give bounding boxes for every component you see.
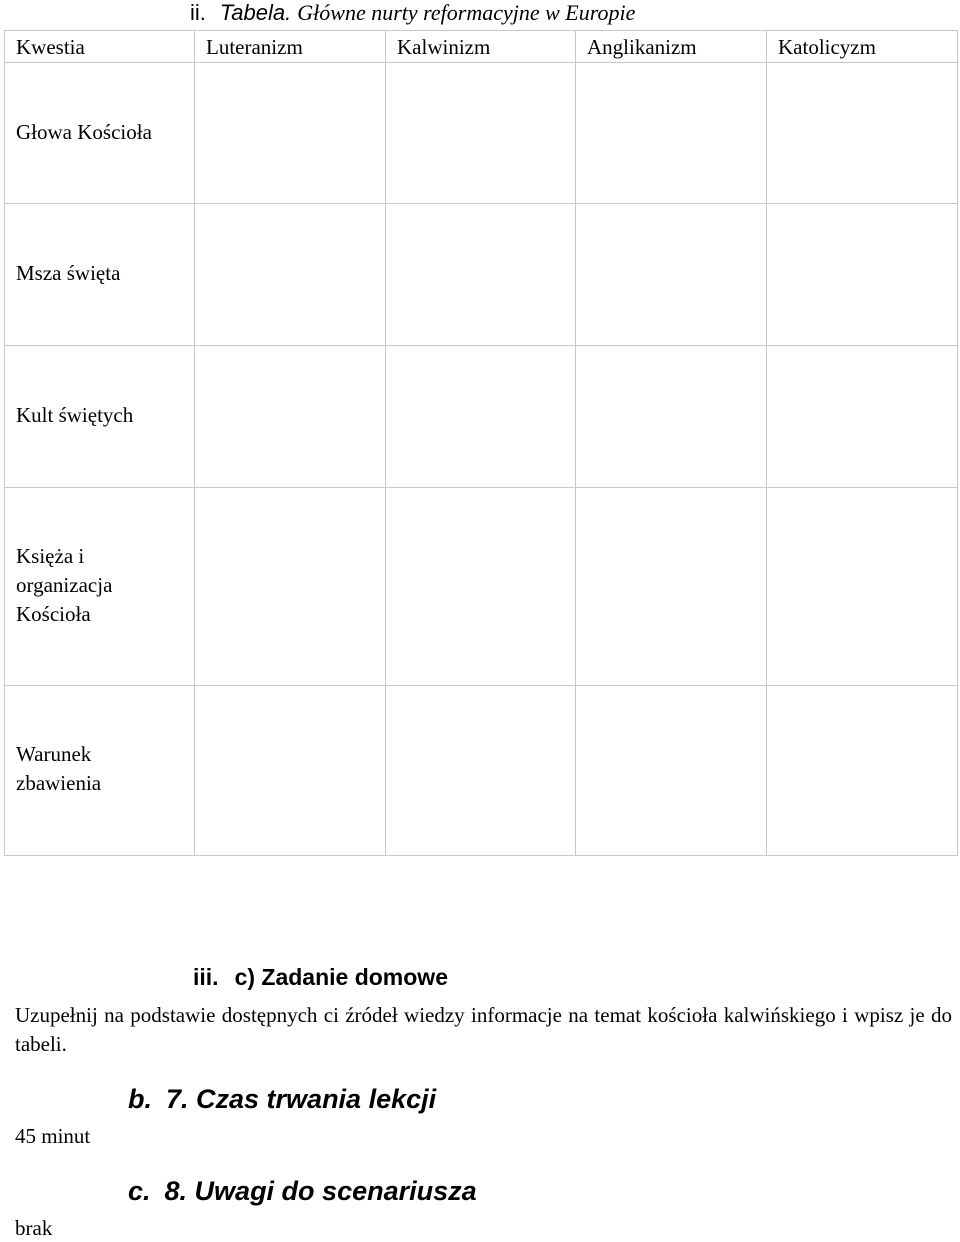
lesson-duration-value: 45 minut xyxy=(15,1124,91,1148)
row-label-cell xyxy=(5,488,195,686)
answer-cell[interactable] xyxy=(576,346,767,488)
answer-cell[interactable] xyxy=(386,686,576,856)
answer-cell[interactable] xyxy=(767,204,958,346)
homework-numbering: iii. xyxy=(193,964,219,990)
table-row xyxy=(5,488,958,686)
row-label: Księża i organizacja Kościoła xyxy=(16,544,113,626)
section-letter: c. xyxy=(128,1176,151,1206)
table-header-row xyxy=(5,31,958,63)
section-letter: b. xyxy=(128,1084,152,1114)
answer-cell[interactable] xyxy=(195,686,386,856)
answer-cell[interactable] xyxy=(767,346,958,488)
table-row xyxy=(5,686,958,856)
row-label: Warunek zbawienia xyxy=(16,742,102,795)
column-header-catholicism xyxy=(767,31,958,63)
column-header-lutheranism xyxy=(195,31,386,63)
table-row xyxy=(5,204,958,346)
answer-cell[interactable] xyxy=(576,488,767,686)
answer-cell[interactable] xyxy=(195,488,386,686)
answer-cell[interactable] xyxy=(576,686,767,856)
scenario-notes-heading xyxy=(128,1175,477,1207)
homework-heading xyxy=(193,962,448,992)
column-header-issue xyxy=(5,31,195,63)
column-header-label: Katolicyzm xyxy=(778,35,876,59)
answer-cell[interactable] xyxy=(576,63,767,204)
column-header-label: Anglikanizm xyxy=(587,35,697,59)
section-title: 7. Czas trwania lekcji xyxy=(166,1084,437,1114)
title-text: Główne nurty reformacyjne w Europie xyxy=(297,0,636,25)
scenario-notes-value: brak xyxy=(15,1216,53,1240)
column-header-label: Kwestia xyxy=(16,35,85,59)
row-label-cell xyxy=(5,346,195,488)
answer-cell[interactable] xyxy=(195,346,386,488)
answer-cell[interactable] xyxy=(767,686,958,856)
row-label-cell xyxy=(5,686,195,856)
row-label: Kult świętych xyxy=(16,403,134,427)
answer-cell[interactable] xyxy=(767,488,958,686)
table-title xyxy=(190,0,635,26)
row-label: Msza święta xyxy=(16,261,121,285)
reformation-table xyxy=(4,30,958,856)
answer-cell[interactable] xyxy=(195,63,386,204)
column-header-calvinism xyxy=(386,31,576,63)
lesson-duration-heading xyxy=(128,1083,436,1115)
table-row xyxy=(5,63,958,204)
answer-cell[interactable] xyxy=(386,346,576,488)
answer-cell[interactable] xyxy=(576,204,767,346)
row-label-cell xyxy=(5,63,195,204)
answer-cell[interactable] xyxy=(386,63,576,204)
homework-instruction: Uzupełnij na podstawie dostępnych ci źródeł wiedzy informacje na temat kościoła kalwińskiego i wpisz je do tabeli. xyxy=(15,1003,952,1056)
answer-cell[interactable] xyxy=(767,63,958,204)
table-row xyxy=(5,346,958,488)
answer-cell[interactable] xyxy=(386,488,576,686)
answer-cell[interactable] xyxy=(195,204,386,346)
title-numbering: ii. xyxy=(190,0,206,25)
homework-title: c) Zadanie domowe xyxy=(234,964,448,990)
title-prefix: Tabela. xyxy=(219,0,292,25)
section-title: 8. Uwagi do scenariusza xyxy=(164,1176,477,1206)
row-label: Głowa Kościoła xyxy=(16,120,152,144)
column-header-label: Kalwinizm xyxy=(397,35,491,59)
answer-cell[interactable] xyxy=(386,204,576,346)
row-label-cell xyxy=(5,204,195,346)
column-header-label: Luteranizm xyxy=(206,35,303,59)
column-header-anglicanism xyxy=(576,31,767,63)
